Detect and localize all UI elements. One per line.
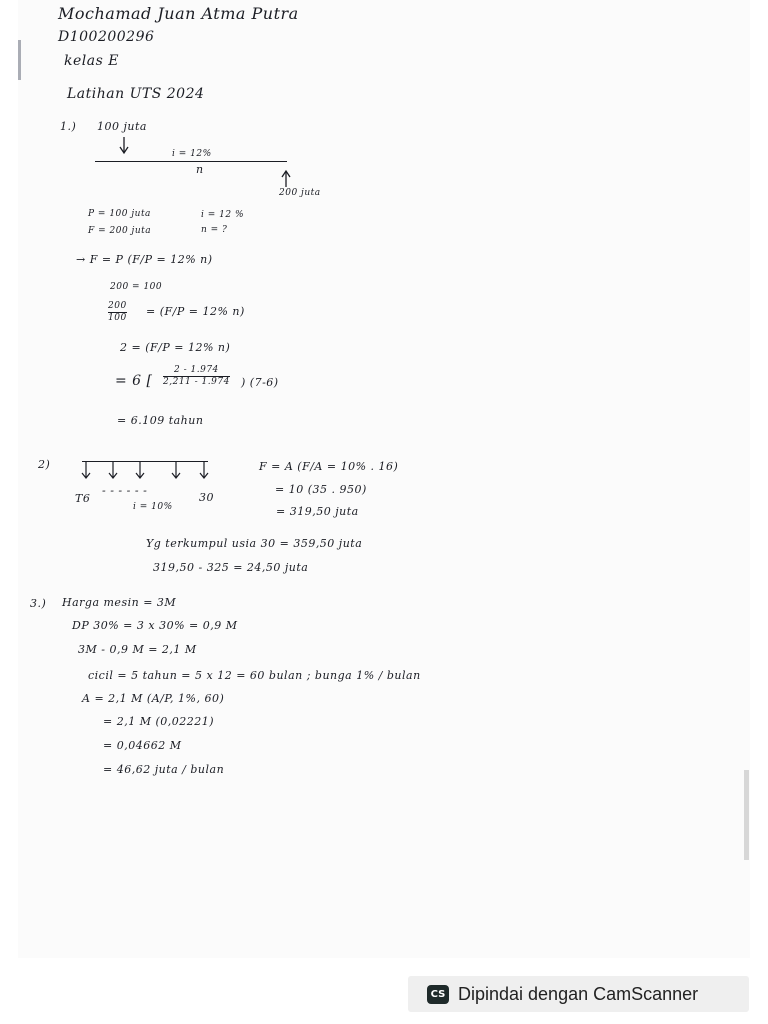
q1-fraction-numerator: 200	[108, 301, 127, 311]
q1-interpolation-fraction	[163, 366, 230, 387]
q3-line1: Harga mesin = 3M	[62, 596, 177, 609]
q1-formula: → F = P (F/P = 12% n)	[76, 253, 213, 266]
q1-answer: = 6.109 tahun	[117, 414, 204, 427]
page-title: Latihan UTS 2024	[67, 86, 205, 102]
q3-line8: = 46,62 juta / bulan	[103, 763, 225, 776]
q2-step1: = 10 (35 . 950)	[275, 483, 367, 496]
q1-step3: 2 = (F/P = 12% n)	[120, 341, 231, 354]
q1-n-label: n	[196, 163, 204, 176]
q1-step4-denominator: 2,211 - 1.974	[163, 377, 230, 387]
q2-number: 2)	[38, 458, 51, 471]
q1-future-value: 200 juta	[279, 188, 321, 198]
q1-present-value: 100 juta	[97, 120, 147, 133]
student-name: Mochamad Juan Atma Putra	[58, 4, 299, 23]
q1-step4-suffix: ) (7-6)	[241, 376, 279, 389]
q1-rate-label: i = 12%	[172, 149, 212, 159]
page-edge-shadow	[744, 770, 749, 860]
camscanner-logo-icon: CS	[427, 985, 449, 1004]
q1-given-n: n = ?	[201, 225, 228, 235]
q3-line5: A = 2,1 M (A/P, 1%, 60)	[82, 692, 225, 705]
q2-dashes: - - - - - -	[102, 484, 148, 497]
up-arrow-icon	[280, 168, 292, 188]
q1-step4-numerator: 2 - 1.974	[174, 365, 219, 375]
q3-number: 3.)	[30, 597, 47, 610]
class-label: kelas E	[64, 53, 119, 69]
q1-given-p: P = 100 juta	[88, 209, 151, 219]
camscanner-watermark	[408, 976, 749, 1012]
q2-left-label: T6	[75, 492, 91, 505]
page-edge-shadow	[18, 40, 21, 80]
q2-rate-label: i = 10%	[133, 502, 173, 512]
q1-fraction	[108, 302, 127, 323]
q1-step2: = (F/P = 12% n)	[146, 305, 245, 318]
q1-step1: 200 = 100	[110, 282, 163, 292]
q3-line6: = 2,1 M (0,02221)	[103, 715, 215, 728]
q2-right-label: 30	[199, 491, 214, 504]
q2-step2: = 319,50 juta	[276, 505, 359, 518]
q3-line3: 3M - 0,9 M = 2,1 M	[78, 643, 197, 656]
q2-difference: 319,50 - 325 = 24,50 juta	[153, 561, 309, 574]
q2-formula: F = A (F/A = 10% . 16)	[259, 460, 399, 473]
q1-number: 1.)	[60, 120, 77, 133]
q1-given-f: F = 200 juta	[88, 226, 152, 236]
q1-fraction-denominator: 100	[108, 313, 127, 323]
q1-given-i: i = 12 %	[201, 210, 245, 220]
q2-note: Yg terkumpul usia 30 = 359,50 juta	[146, 537, 363, 550]
q2-annuity-arrows	[78, 460, 212, 482]
q3-line7: = 0,04662 M	[103, 739, 182, 752]
q1-step4-prefix: = 6 [	[115, 373, 153, 389]
q3-line2: DP 30% = 3 x 30% = 0,9 M	[72, 619, 238, 632]
cashflow-timeline	[95, 161, 287, 162]
down-arrow-icon	[118, 136, 130, 156]
q3-line4: cicil = 5 tahun = 5 x 12 = 60 bulan ; bunga 1% / bulan	[88, 669, 421, 682]
camscanner-label: Dipindai dengan CamScanner	[458, 983, 699, 1004]
student-id: D100200296	[58, 29, 155, 45]
